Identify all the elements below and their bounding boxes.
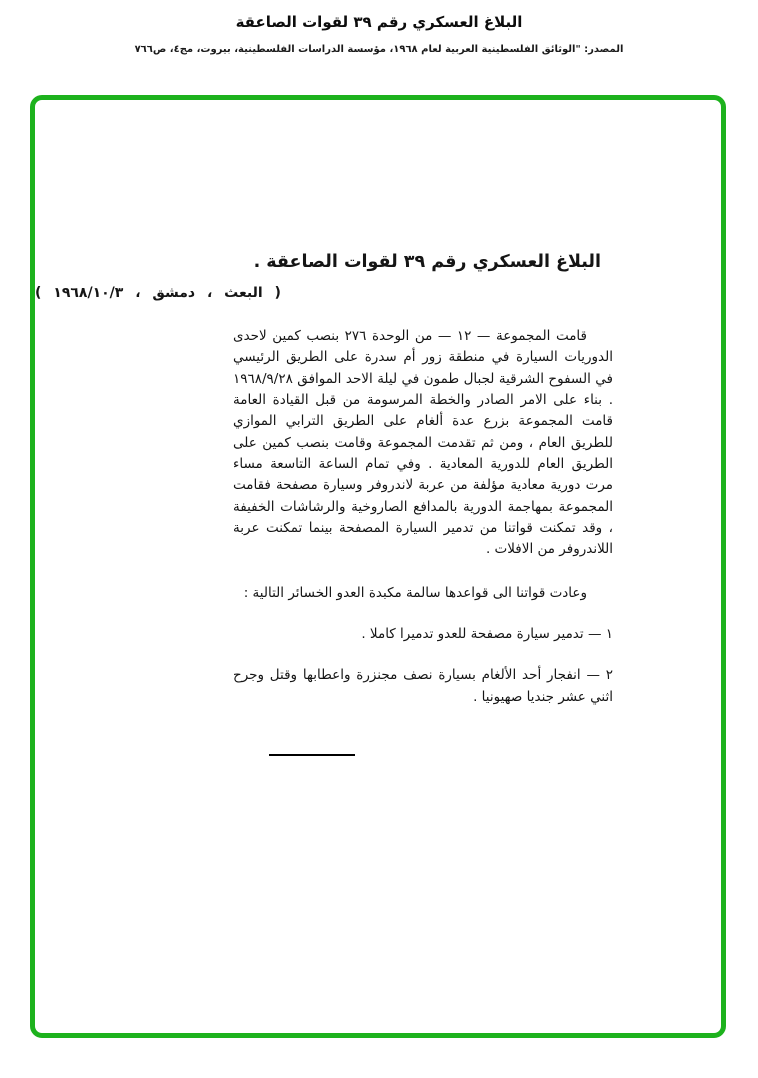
header-source-line: المصدر: "الوثائق الفلسطينية العربية لعام ١٩٦٨، مؤسسة الدراسات الفلسطينية، بيروت، مج٤، ص٧٦٦ [134,44,624,55]
document-list-item: ٢ — انفجار أحد الألغام بسيارة نصف مجنزرة واعطابها وقتل وجرح اثني عشر جنديا صهيونيا . [233,667,613,705]
document-paragraph: وعادت قواتنا الى قواعدها سالمة مكبدة العدو الخسائر التالية : [243,584,587,601]
document-dateline: ( البعث ، دمشق ، ١٩٦٨/١٠/٣ ) [35,285,281,301]
document-paragraph: قامت المجموعة — ١٢ — من الوحدة ٢٧٦ بنصب كمين لاحدى الدوريات السيارة في منطقة زور أم سدرة على الطريق الرئيسي في السفوح الشرقية لجبال طمون في ليلة الاحد الموافق ١٩٦٨/٩/٢٨ . بناء على الامر الصادر والخطة المرسومة من قبل القيادة العامة قامت المجموعة بزرع عدة ألغام على الطريق الترابي الموازي للطريق العام ، ومن ثم تقدمت المجموعة وقامت بنصب كمين على الطريق العام للدورية المعادية . وفي تمام الساعة التاسعة مساء مرت دورية معادية مؤلفة من عربة لاندروفر وسيارة مصفحة فقامت المجموعة بمهاجمة الدورية بالمدافع الصاروخية والرشاشات الخفيفة ، وقد تمكنت قواتنا من تدمير السيارة المصفحة بينما تمكنت عربة اللاندروفر من الافلات . [233,328,613,558]
end-rule [269,754,355,756]
document-title: البلاغ العسكري رقم ٣٩ لقوات الصاعقة . [253,252,601,272]
document-content [35,100,675,756]
page-header [0,0,758,55]
document-list-item: ١ — تدمير سيارة مصفحة للعدو تدميرا كاملا . [361,625,613,642]
header-title: البلاغ العسكري رقم ٣٩ لقوات الصاعقة [235,13,523,31]
document-scan-frame [30,95,726,1038]
